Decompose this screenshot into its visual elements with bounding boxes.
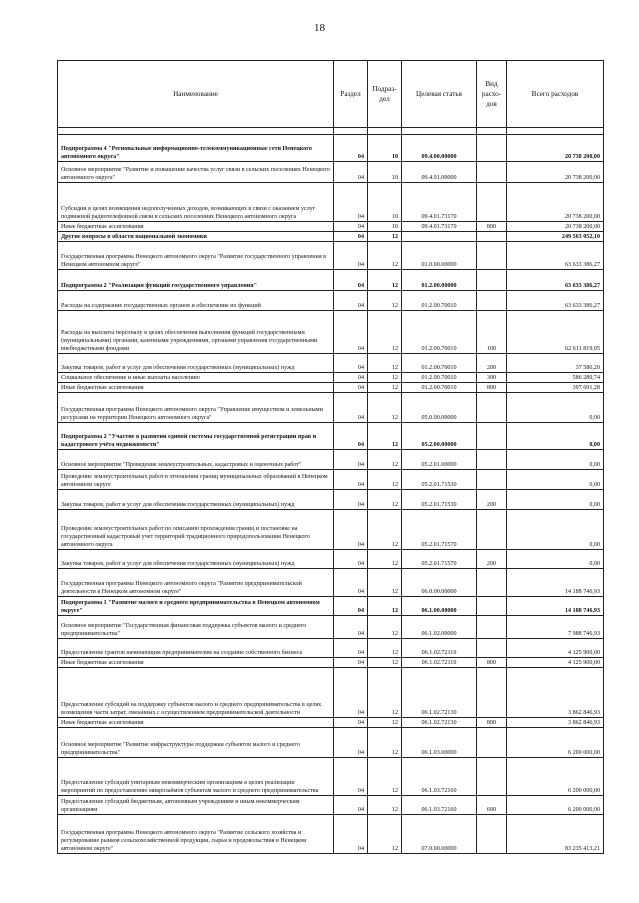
row-expense-type-cell — [477, 510, 507, 550]
row-target-cell: 01.0.00.00000 — [402, 242, 477, 270]
row-subsection-cell: 10 — [368, 135, 402, 162]
row-section-cell: 04 — [334, 510, 368, 550]
table-row — [58, 450, 604, 470]
table-row — [58, 815, 604, 854]
row-name-cell: Иные бюджетные ассигнования — [58, 222, 334, 232]
table-body — [58, 128, 604, 854]
row-expense-type-cell — [477, 450, 507, 470]
row-name-cell: Социальное обеспечение и иные выплаты населению — [58, 373, 334, 383]
row-subsection-cell: 12 — [368, 758, 402, 796]
row-target-cell: 05.2.01.71530 — [402, 490, 477, 510]
row-expense-type-cell — [477, 639, 507, 658]
row-name-cell: Субсидии в целях возмещения недополученных доходов, возникающих в связи с оказанием услуг подвижной радиотелефонной связи в сельских поселениях Ненецкого автономного округа — [58, 183, 334, 222]
row-total-cell: 4 125 900,00 — [507, 639, 604, 658]
header-expense-type: Вид расхо-дов — [477, 61, 507, 128]
row-subsection-cell: 12 — [368, 270, 402, 291]
table-row — [58, 490, 604, 510]
row-expense-type-cell — [477, 291, 507, 311]
row-expense-type-cell — [477, 758, 507, 796]
row-total-cell: 63 633 386,27 — [507, 242, 604, 270]
table-row — [58, 510, 604, 550]
row-total-cell: 6 200 000,00 — [507, 728, 604, 758]
row-expense-type-cell: 200 — [477, 354, 507, 373]
row-expense-type-cell: 800 — [477, 383, 507, 393]
row-target-cell: 09.4.01.73170 — [402, 183, 477, 222]
header-name: Наименование — [58, 61, 334, 128]
table-row — [58, 311, 604, 354]
row-section-cell: 04 — [334, 232, 368, 242]
row-total-cell: 0,00 — [507, 470, 604, 490]
row-target-cell: 09.4.01.00000 — [402, 162, 477, 183]
row-subsection-cell: 12 — [368, 354, 402, 373]
row-total-cell: 586 289,74 — [507, 373, 604, 383]
table-row — [58, 135, 604, 162]
row-name-cell: Предоставление субсидий на поддержку субъектов малого и среднего предпринимательства в целях возмещения части затрат, связанных с осуществлением предпринимательской деятельности — [58, 668, 334, 718]
row-section-cell: 04 — [334, 668, 368, 718]
row-target-cell: 06.1.02.72130 — [402, 668, 477, 718]
row-section-cell: 04 — [334, 470, 368, 490]
row-section-cell: 04 — [334, 270, 368, 291]
row-target-cell: 01.2.00.70010 — [402, 383, 477, 393]
row-subsection-cell: 12 — [368, 668, 402, 718]
row-target-cell: 07.0.00.00000 — [402, 815, 477, 854]
row-subsection-cell: 12 — [368, 616, 402, 639]
table-row — [58, 658, 604, 668]
row-name-cell: Расходы на выплаты персоналу в целях обеспечения выполнения функций государственными (муниципальными) органами, казенными учреждениями, органами управления государственными внебюджетными фондами — [58, 311, 334, 354]
row-expense-type-cell: 200 — [477, 550, 507, 569]
row-section-cell: 04 — [334, 183, 368, 222]
row-target-cell: 06.1.03.00000 — [402, 728, 477, 758]
row-name-cell: Основное мероприятие "Проведение землеустроительных, кадастровых и оценочных работ" — [58, 450, 334, 470]
row-total-cell: 0,00 — [507, 423, 604, 450]
row-subsection-cell: 10 — [368, 162, 402, 183]
row-target-cell: 05.2.01.00000 — [402, 450, 477, 470]
table-row — [58, 373, 604, 383]
table-row — [58, 718, 604, 728]
row-name-cell: Иные бюджетные ассигнования — [58, 658, 334, 668]
row-section-cell: 04 — [334, 490, 368, 510]
table-row — [58, 597, 604, 616]
row-target-cell: 09.4.01.73170 — [402, 222, 477, 232]
row-expense-type-cell — [477, 232, 507, 242]
row-total-cell: 6 200 000,00 — [507, 758, 604, 796]
row-total-cell: 3 862 846,93 — [507, 718, 604, 728]
row-name-cell: Предоставление субсидий унитарным некоммерческим организациям в целях реализации мероприятий по предоставлению микрозаймов субъектам малого и среднего предпринимательства — [58, 758, 334, 796]
table-row — [58, 232, 604, 242]
table-row — [58, 183, 604, 222]
row-name-cell: Подпрограмма 1 "Развитие малого и среднего предпринимательства в Ненецком автономном округе" — [58, 597, 334, 616]
row-expense-type-cell — [477, 242, 507, 270]
row-name-cell: Государственная программа Ненецкого автономного округа "Развитие предпринимательской деятельности в Ненецком автономном округе" — [58, 569, 334, 597]
row-subsection-cell: 12 — [368, 597, 402, 616]
header-subsection: Подраз-дел — [368, 61, 402, 128]
row-subsection-cell: 12 — [368, 550, 402, 569]
table-row — [58, 470, 604, 490]
row-expense-type-cell — [477, 668, 507, 718]
row-subsection-cell: 12 — [368, 490, 402, 510]
row-subsection-cell: 12 — [368, 728, 402, 758]
row-target-cell: 05.2.01.71570 — [402, 510, 477, 550]
row-section-cell: 04 — [334, 354, 368, 373]
table-row — [58, 796, 604, 815]
row-expense-type-cell — [477, 393, 507, 423]
row-target-cell: 09.4.00.00000 — [402, 135, 477, 162]
row-subsection-cell: 12 — [368, 510, 402, 550]
row-target-cell: 01.2.00.70010 — [402, 311, 477, 354]
row-expense-type-cell — [477, 616, 507, 639]
row-expense-type-cell: 300 — [477, 373, 507, 383]
row-section-cell: 04 — [334, 311, 368, 354]
row-expense-type-cell — [477, 815, 507, 854]
row-section-cell: 04 — [334, 135, 368, 162]
row-target-cell: 01.2.00.70010 — [402, 354, 477, 373]
row-total-cell: 0,00 — [507, 490, 604, 510]
row-section-cell: 04 — [334, 291, 368, 311]
row-subsection-cell: 12 — [368, 242, 402, 270]
row-target-cell: 01.2.00.70010 — [402, 291, 477, 311]
row-total-cell: 62 611 819,05 — [507, 311, 604, 354]
row-section-cell: 04 — [334, 569, 368, 597]
row-total-cell: 7 988 746,93 — [507, 616, 604, 639]
row-total-cell: 0,00 — [507, 550, 604, 569]
row-target-cell — [402, 232, 477, 242]
row-expense-type-cell: 800 — [477, 658, 507, 668]
row-subsection-cell: 12 — [368, 311, 402, 354]
row-total-cell: 20 738 200,00 — [507, 183, 604, 222]
row-name-cell: Основное мероприятие "Развитие инфраструктуры поддержки субъектов малого и среднего предпринимательства" — [58, 728, 334, 758]
row-target-cell: 06.1.02.00000 — [402, 616, 477, 639]
row-section-cell: 04 — [334, 450, 368, 470]
row-name-cell: Предоставление грантов начинающим предпринимателям на создание собственного бизнеса — [58, 639, 334, 658]
row-subsection-cell: 12 — [368, 423, 402, 450]
row-subsection-cell: 12 — [368, 450, 402, 470]
table-row — [58, 291, 604, 311]
row-name-cell: Другие вопросы в области национальной экономики — [58, 232, 334, 242]
row-subsection-cell: 10 — [368, 183, 402, 222]
row-section-cell: 04 — [334, 658, 368, 668]
row-subsection-cell: 12 — [368, 373, 402, 383]
table-row — [58, 393, 604, 423]
row-name-cell: Государственная программа Ненецкого автономного округа "Развитие государственного управления в Ненецком автономном округе" — [58, 242, 334, 270]
header-total: Всего расходов — [507, 61, 604, 128]
row-expense-type-cell — [477, 470, 507, 490]
row-total-cell: 37 586,20 — [507, 354, 604, 373]
row-section-cell: 04 — [334, 550, 368, 569]
row-name-cell: Закупка товаров, работ и услуг для обеспечения государственных (муниципальных) нужд — [58, 354, 334, 373]
row-subsection-cell: 10 — [368, 222, 402, 232]
row-subsection-cell: 12 — [368, 796, 402, 815]
row-subsection-cell: 12 — [368, 718, 402, 728]
row-total-cell: 14 188 746,93 — [507, 597, 604, 616]
row-name-cell: Основное мероприятие "Государственная финансовая поддержка субъектов малого и среднего предпринимательства" — [58, 616, 334, 639]
row-name-cell: Подпрограмма 2 "Реализация функций государственного управления" — [58, 270, 334, 291]
row-subsection-cell: 12 — [368, 232, 402, 242]
row-subsection-cell: 12 — [368, 470, 402, 490]
table-row — [58, 270, 604, 291]
row-section-cell: 04 — [334, 423, 368, 450]
row-section-cell: 04 — [334, 758, 368, 796]
table-row — [58, 668, 604, 718]
row-total-cell: 20 738 200,00 — [507, 162, 604, 183]
row-target-cell: 05.0.00.00000 — [402, 393, 477, 423]
row-total-cell: 0,00 — [507, 510, 604, 550]
row-target-cell: 06.1.00.00000 — [402, 597, 477, 616]
row-expense-type-cell — [477, 135, 507, 162]
row-section-cell: 04 — [334, 728, 368, 758]
row-target-cell: 01.2.00.00000 — [402, 270, 477, 291]
row-name-cell: Подпрограмма 2 "Участие в развитии единой системы государственной регистрации прав и кадастрового учёта недвижимости" — [58, 423, 334, 450]
row-section-cell: 04 — [334, 242, 368, 270]
row-name-cell: Предоставление субсидий бюджетным, автономным учреждениям и иным некоммерческим организациям — [58, 796, 334, 815]
row-subsection-cell: 12 — [368, 569, 402, 597]
row-expense-type-cell — [477, 728, 507, 758]
page-number: 18 — [314, 22, 325, 34]
row-target-cell: 05.2.00.00000 — [402, 423, 477, 450]
table-row — [58, 222, 604, 232]
row-name-cell: Проведение землеустроительных работ по описанию прохождения границ и постановке на государственный кадастровый учет территорий традиционного природопользования Ненецкого автономного округа — [58, 510, 334, 550]
row-expense-type-cell — [477, 569, 507, 597]
row-target-cell: 06.1.03.72160 — [402, 796, 477, 815]
row-target-cell: 06.1.02.72110 — [402, 639, 477, 658]
row-target-cell: 01.2.00.70010 — [402, 373, 477, 383]
row-expense-type-cell: 800 — [477, 222, 507, 232]
row-subsection-cell: 12 — [368, 291, 402, 311]
row-section-cell: 04 — [334, 162, 368, 183]
row-target-cell: 05.2.01.71570 — [402, 550, 477, 569]
row-section-cell: 04 — [334, 373, 368, 383]
row-section-cell: 04 — [334, 815, 368, 854]
row-expense-type-cell — [477, 183, 507, 222]
row-name-cell: Иные бюджетные ассигнования — [58, 718, 334, 728]
row-section-cell: 04 — [334, 222, 368, 232]
row-total-cell: 397 691,28 — [507, 383, 604, 393]
row-target-cell: 06.1.02.72110 — [402, 658, 477, 668]
row-target-cell: 06.1.02.72130 — [402, 718, 477, 728]
row-expense-type-cell — [477, 270, 507, 291]
row-expense-type-cell: 200 — [477, 490, 507, 510]
row-name-cell: Государственная программа Ненецкого автономного округа "Развитие сельского хозяйства и регулирование рынков сельскохозяйственной продукции, сырья и продовольствия в Ненецком автономном округе" — [58, 815, 334, 854]
row-total-cell: 63 633 386,27 — [507, 270, 604, 291]
row-section-cell: 04 — [334, 393, 368, 423]
row-name-cell: Проведение землеустроительных работ в отношении границ муниципальных образований в Ненецком автономном округе — [58, 470, 334, 490]
table-row — [58, 550, 604, 569]
table-row — [58, 569, 604, 597]
row-total-cell: 20 738 200,00 — [507, 222, 604, 232]
table-row — [58, 616, 604, 639]
row-subsection-cell: 12 — [368, 815, 402, 854]
table-row — [58, 354, 604, 373]
row-name-cell: Закупка товаров, работ и услуг для обеспечения государственных (муниципальных) нужд — [58, 490, 334, 510]
row-name-cell: Государственная программа Ненецкого автономного округа "Управление имуществом и земельными ресурсами на территории Ненецкого автономного округа" — [58, 393, 334, 423]
row-expense-type-cell: 800 — [477, 718, 507, 728]
table-row — [58, 162, 604, 183]
table-row — [58, 423, 604, 450]
row-total-cell: 4 125 900,00 — [507, 658, 604, 668]
row-expense-type-cell: 100 — [477, 311, 507, 354]
row-section-cell: 04 — [334, 597, 368, 616]
budget-table — [57, 60, 604, 854]
row-section-cell: 04 — [334, 616, 368, 639]
spacer-row — [58, 128, 604, 135]
row-name-cell: Иные бюджетные ассигнования — [58, 383, 334, 393]
row-total-cell: 249 563 052,10 — [507, 232, 604, 242]
row-subsection-cell: 12 — [368, 383, 402, 393]
row-total-cell: 14 188 746,93 — [507, 569, 604, 597]
row-target-cell: 06.1.03.72160 — [402, 758, 477, 796]
row-name-cell: Подпрограмма 4 "Региональные информационно-телекоммуникационные сети Ненецкого автономного округа" — [58, 135, 334, 162]
row-expense-type-cell — [477, 423, 507, 450]
row-name-cell: Закупка товаров, работ и услуг для обеспечения государственных (муниципальных) нужд — [58, 550, 334, 569]
row-total-cell: 0,00 — [507, 393, 604, 423]
row-total-cell: 83 235 413,21 — [507, 815, 604, 854]
table-row — [58, 728, 604, 758]
row-subsection-cell: 12 — [368, 393, 402, 423]
row-total-cell: 63 633 386,27 — [507, 291, 604, 311]
row-total-cell: 3 862 846,93 — [507, 668, 604, 718]
row-expense-type-cell: 600 — [477, 796, 507, 815]
row-section-cell: 04 — [334, 383, 368, 393]
table-header-row — [58, 61, 604, 128]
row-total-cell: 0,00 — [507, 450, 604, 470]
row-section-cell: 04 — [334, 639, 368, 658]
row-expense-type-cell — [477, 162, 507, 183]
table-row — [58, 758, 604, 796]
row-subsection-cell: 12 — [368, 658, 402, 668]
row-expense-type-cell — [477, 597, 507, 616]
row-target-cell: 06.0.00.00000 — [402, 569, 477, 597]
row-target-cell: 05.2.01.71530 — [402, 470, 477, 490]
row-section-cell: 04 — [334, 796, 368, 815]
table-row — [58, 242, 604, 270]
row-subsection-cell: 12 — [368, 639, 402, 658]
table-row — [58, 639, 604, 658]
row-name-cell: Расходы на содержание государственных органов и обеспечение их функций — [58, 291, 334, 311]
row-name-cell: Основное мероприятие "Развитие и повышение качества услуг связи в сельских поселениях Ненецкого автономного округа" — [58, 162, 334, 183]
row-section-cell: 04 — [334, 718, 368, 728]
row-total-cell: 6 200 000,00 — [507, 796, 604, 815]
table-row — [58, 383, 604, 393]
header-target: Целевая статья — [402, 61, 477, 128]
row-total-cell: 20 738 200,00 — [507, 135, 604, 162]
header-section: Раздел — [334, 61, 368, 128]
